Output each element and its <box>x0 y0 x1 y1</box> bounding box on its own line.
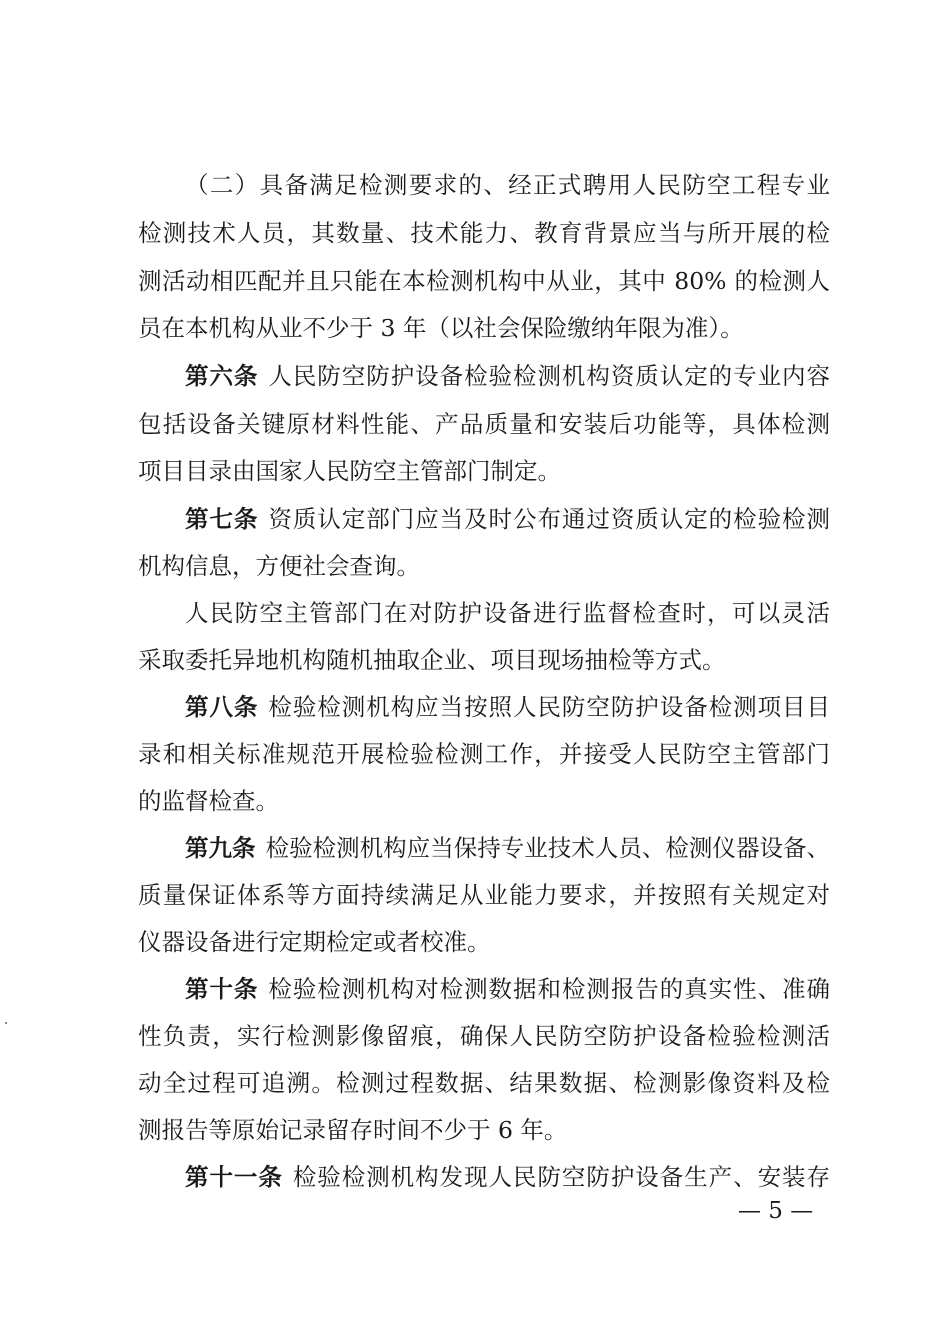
article-7-line: 第七条 资质认定部门应当及时公布通过资质认定的检验检测 <box>185 505 830 533</box>
paragraph-line: 录和相关标准规范开展检验检测工作，并接受人民防空主管部门 <box>138 740 830 768</box>
page-number: — 5 — <box>738 1198 814 1224</box>
paragraph-line: 仪器设备进行定期检定或者校准。 <box>138 928 491 956</box>
article-heading: 第六条 <box>185 362 259 390</box>
article-heading: 第九条 <box>185 834 256 862</box>
article-heading: 第十一条 <box>185 1163 283 1191</box>
paragraph-line: 的监督检查。 <box>138 787 279 815</box>
paragraph-line: 质量保证体系等方面持续满足从业能力要求，并按照有关规定对 <box>138 881 830 909</box>
article-heading: 第十条 <box>185 975 259 1003</box>
paragraph-line: 包括设备关键原材料性能、产品质量和安装后功能等，具体检测 <box>138 410 830 438</box>
paragraph-line: 项目目录由国家人民防空主管部门制定。 <box>138 457 561 485</box>
scan-speck <box>5 1022 7 1024</box>
paragraph-line: 员在本机构从业不少于 3 年（以社会保险缴纳年限为准）。 <box>138 314 744 342</box>
paragraph-line: 检测技术人员，其数量、技术能力、教育背景应当与所开展的检 <box>138 219 830 247</box>
paragraph-line: 性负责，实行检测影像留痕，确保人民防空防护设备检验检测活 <box>138 1022 830 1050</box>
article-10-line: 第十条 检验检测机构对检测数据和检测报告的真实性、准确 <box>185 975 830 1003</box>
article-heading: 第八条 <box>185 693 259 721</box>
article-11-line: 第十一条 检验检测机构发现人民防空防护设备生产、安装存 <box>185 1163 830 1191</box>
article-heading: 第七条 <box>185 505 259 533</box>
paragraph-line: 人民防空主管部门在对防护设备进行监督检查时，可以灵活 <box>185 599 830 627</box>
paragraph-line: 采取委托异地机构随机抽取企业、项目现场抽检等方式。 <box>138 646 726 674</box>
paragraph-line: 测报告等原始记录留存时间不少于 6 年。 <box>138 1116 568 1144</box>
paragraph-line: 动全过程可追溯。检测过程数据、结果数据、检测影像资料及检 <box>138 1069 830 1097</box>
article-8-line: 第八条 检验检测机构应当按照人民防空防护设备检测项目目 <box>185 693 830 721</box>
article-9-line: 第九条 检验检测机构应当保持专业技术人员、检测仪器设备、 <box>185 834 830 862</box>
paragraph-line: 机构信息，方便社会查询。 <box>138 552 420 580</box>
paragraph-line: （二）具备满足检测要求的、经正式聘用人民防空工程专业 <box>185 171 830 199</box>
paragraph-line: 测活动相匹配并且只能在本检测机构中从业，其中 80% 的检测人 <box>138 267 830 295</box>
article-6-line: 第六条 人民防空防护设备检验检测机构资质认定的专业内容 <box>185 362 830 390</box>
